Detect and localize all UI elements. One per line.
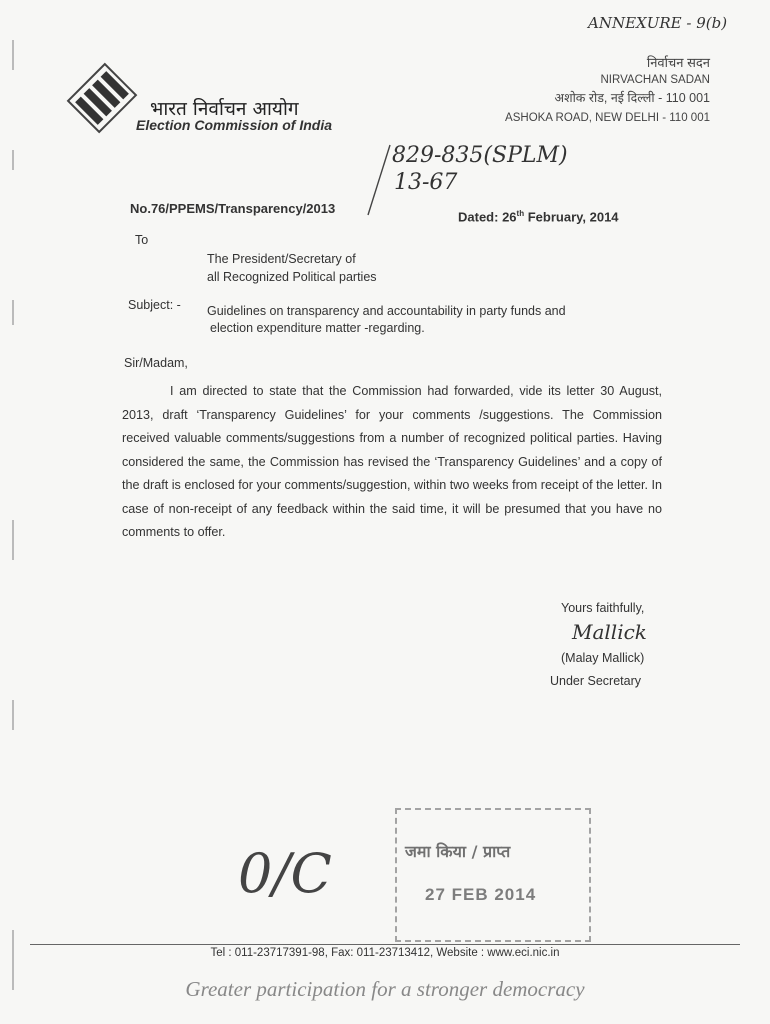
footer-contact: Tel : 011-23717391-98, Fax: 011-23713412, Website : www.eci.nic.in: [210, 947, 560, 959]
signer-name: (Malay Mallick): [561, 651, 645, 665]
tagline: Greater participation for a stronger democracy: [185, 977, 585, 1001]
handwritten-slash: [360, 140, 400, 220]
address-en-2: ASHOKA ROAD, NEW DELHI - 110 001: [505, 112, 710, 124]
reference-number: No.76/PPEMS/Transparency/2013: [130, 201, 336, 216]
subject-line-2: election expenditure matter -regarding.: [210, 321, 425, 335]
date-label: Dated:: [458, 209, 499, 225]
footer-divider: [30, 944, 740, 945]
address-hindi-1: निर्वाचन सदन: [646, 55, 710, 70]
english-org-title: Election Commission of India: [136, 117, 333, 133]
letter-date: [458, 209, 619, 224]
subject-line-1: Guidelines on transparency and accountability in party funds and: [207, 304, 566, 318]
handwritten-mark: 0/C: [238, 842, 332, 905]
stamp-date: 27 FEB 2014: [425, 885, 537, 904]
receipt-stamp: [395, 808, 591, 942]
recipient-line-2: all Recognized Political parties: [207, 270, 377, 284]
body-text: I am directed to state that the Commission had forwarded, vide its letter 30 August, 2013, draft ‘Transparency Guidelines’ for your comments /suggestions. The Commission received valuable comments/suggestions from a number of recognized political parties. Having considered the same, the Commission has revised the ‘Transparency Guidelines’ and a copy of the draft is enclosed for your comments/suggestion, within two weeks from receipt of the letter. In case of non-receipt of any feedback within the said time, it will be presumed that you have no comments to offer.: [122, 384, 662, 539]
stamp-title: जमा किया / प्राप्त: [405, 842, 511, 861]
scan-mark: [12, 40, 14, 70]
address-en-1: NIRVACHAN SADAN: [600, 74, 710, 86]
date-day: 26: [502, 209, 517, 225]
signer-designation: Under Secretary: [550, 674, 642, 688]
date-rest: February, 2014: [524, 209, 619, 225]
date-suffix: th: [516, 209, 525, 218]
scan-mark: [12, 520, 14, 560]
annexure-note: ANNEXURE - 9(b): [588, 14, 728, 32]
handwritten-ref-1: 829-835(SPLM): [392, 143, 568, 168]
hindi-org-title: भारत निर्वाचन आयोग: [150, 98, 299, 120]
subject-label: Subject: -: [128, 298, 181, 312]
scan-mark: [12, 150, 14, 170]
closing-yours: Yours faithfully,: [561, 601, 645, 615]
signature: Mallick: [572, 620, 647, 644]
handwritten-ref-2: 13-67: [394, 170, 458, 195]
recipient-line-1: The President/Secretary of: [207, 252, 356, 266]
scan-mark: [12, 300, 14, 325]
address-hindi-2: अशोक रोड, नई दिल्ली - 110 001: [554, 91, 710, 105]
body-paragraph: [122, 380, 662, 545]
eci-logo: [62, 58, 142, 138]
to-label: To: [135, 233, 149, 247]
scan-mark: [12, 700, 14, 730]
salutation: Sir/Madam,: [124, 356, 188, 370]
